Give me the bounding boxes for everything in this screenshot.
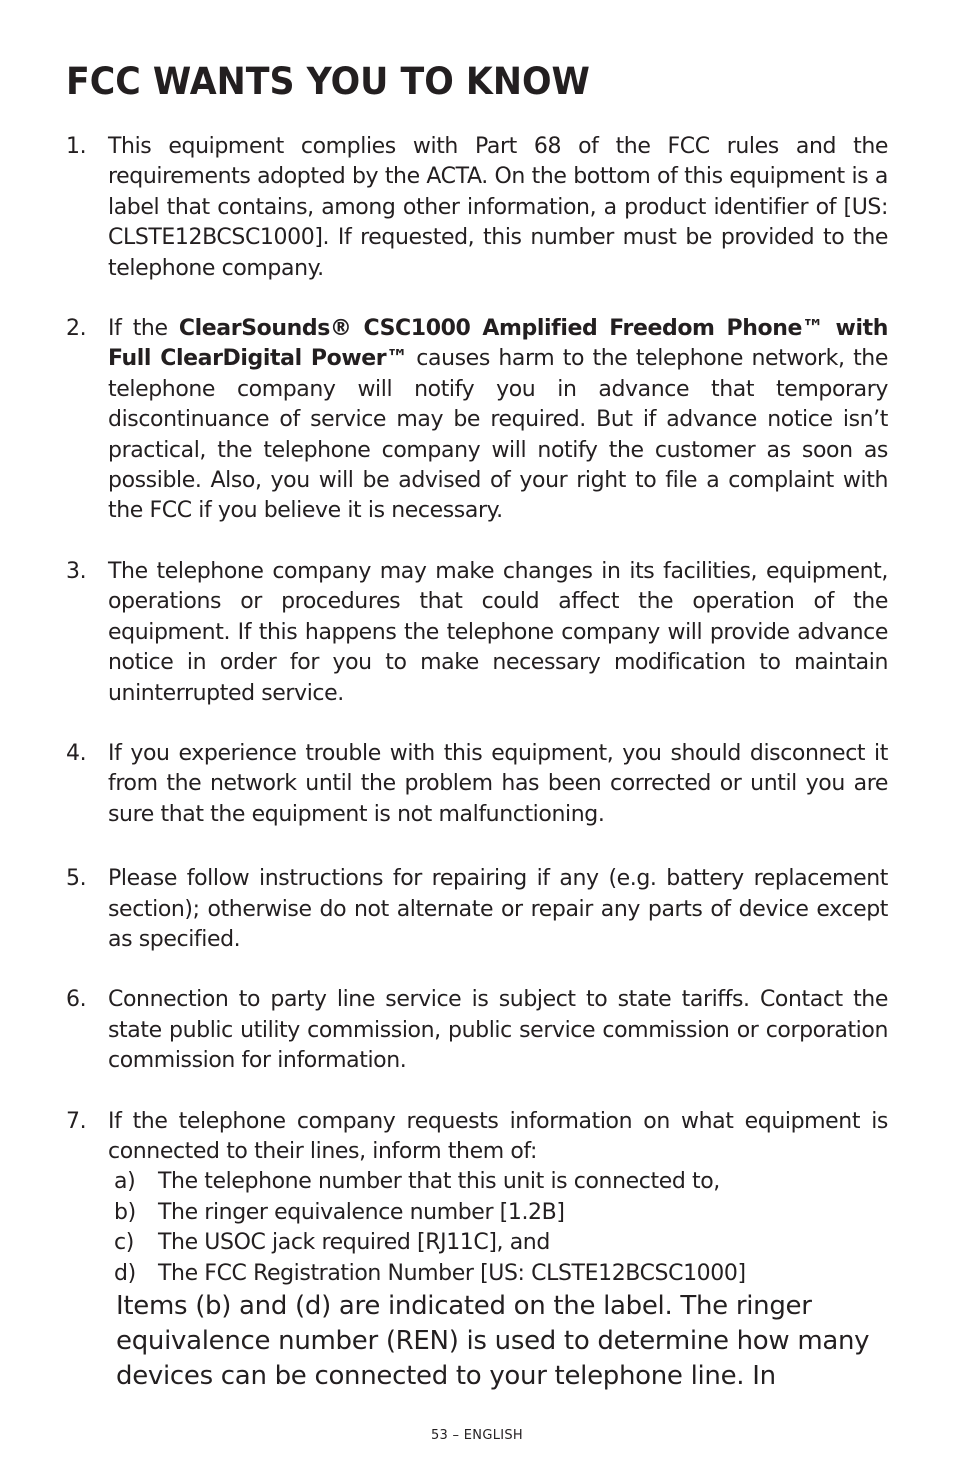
product-name: ClearSounds® CSC1000 Amplified Freedom Phone™ with Full ClearDigital Power™ bbox=[108, 316, 888, 372]
item-text: ]. If requested, this number must be provided to the telephone company. bbox=[108, 225, 888, 281]
item-text: If the bbox=[108, 316, 179, 342]
item-text: If you experience trouble with this equipment, you should disconnect it from the network until the problem has been corrected or until you are sure that the equipment is not malfunctioning. bbox=[108, 740, 888, 827]
list-item-1 bbox=[66, 132, 888, 284]
list-item-3 bbox=[66, 557, 888, 709]
sub-item-b bbox=[114, 1198, 888, 1228]
item-text: The telephone company may make changes in its facilities, equipment, operations or procedures that could affect the operation of the equipment. If this happens the telephone company will provide advance notice in order for you to make necessary modification to maintain uninterrupted service. bbox=[108, 558, 888, 706]
closing-paragraph: Items (b) and (d) are indicated on the label. The ringer equivalence number (REN) is used to determine how many devices can be connected to your telephone line. In bbox=[116, 1291, 870, 1391]
product-identifier: CLSTE12BCSC1000 bbox=[108, 225, 315, 251]
item-number: 2. bbox=[66, 316, 87, 342]
sub-text: The USOC jack required [RJ11C], and bbox=[158, 1230, 550, 1256]
sub-text: The FCC Registration Number [US: bbox=[158, 1260, 532, 1286]
sub-letter: d) bbox=[114, 1260, 136, 1286]
sub-item-d bbox=[114, 1259, 888, 1289]
document-page bbox=[66, 58, 888, 1394]
sub-text: The telephone number that this unit is connected to, bbox=[158, 1169, 720, 1195]
page-title: FCC WANTS YOU TO KNOW bbox=[66, 60, 590, 103]
list-item-7 bbox=[66, 1107, 888, 1394]
item-number: 7. bbox=[66, 1108, 87, 1134]
page-footer: 53 – ENGLISH bbox=[430, 1428, 524, 1443]
item-text: Connection to party line service is subject to state tariffs. Contact the state public utility commission, public service commission or corporation commission for information. bbox=[108, 987, 888, 1074]
registration-number: CLSTE12BCSC1000 bbox=[531, 1260, 738, 1286]
list-item-2 bbox=[66, 314, 888, 527]
sub-item-c bbox=[114, 1228, 888, 1258]
item-text: If the telephone company requests information on what equipment is connected to their lines, inform them of: bbox=[108, 1108, 888, 1164]
item-text: This equipment complies with Part 68 of the FCC rules and the requirements adopted by the ACTA. On the bottom of this equipment is a label that contains, among other information, a product identifier of [US: bbox=[108, 134, 888, 220]
sub-text: The ringer equivalence number [1.2B] bbox=[158, 1199, 565, 1225]
item-text: Please follow instructions for repairing if any (e.g. battery replacement section); otherwise do not alternate or repair any parts of device except as specified. bbox=[108, 866, 888, 952]
sub-letter: b) bbox=[114, 1199, 136, 1225]
item-number: 5. bbox=[66, 866, 87, 892]
list-item-4 bbox=[66, 739, 888, 830]
item-text: causes harm to the telephone network, the telephone company will notify you in advance that temporary discontinuance of service may be required. But if advance notice isn’t practical, the telephone company will notify the customer as soon as possible. Also, you will be advised of your right to file a complaint with the FCC if you believe it is necessary. bbox=[108, 346, 888, 524]
item-number: 1. bbox=[66, 134, 87, 159]
sub-letter: c) bbox=[114, 1230, 134, 1256]
sub-item-a bbox=[114, 1167, 888, 1197]
sub-letter: a) bbox=[114, 1169, 136, 1195]
sub-text: ] bbox=[737, 1260, 746, 1286]
item-number: 6. bbox=[66, 987, 87, 1013]
item-number: 3. bbox=[66, 558, 87, 584]
list-item-6 bbox=[66, 985, 888, 1076]
item-number: 4. bbox=[66, 740, 87, 766]
list-item-5 bbox=[66, 864, 888, 955]
sub-list bbox=[108, 1167, 888, 1289]
